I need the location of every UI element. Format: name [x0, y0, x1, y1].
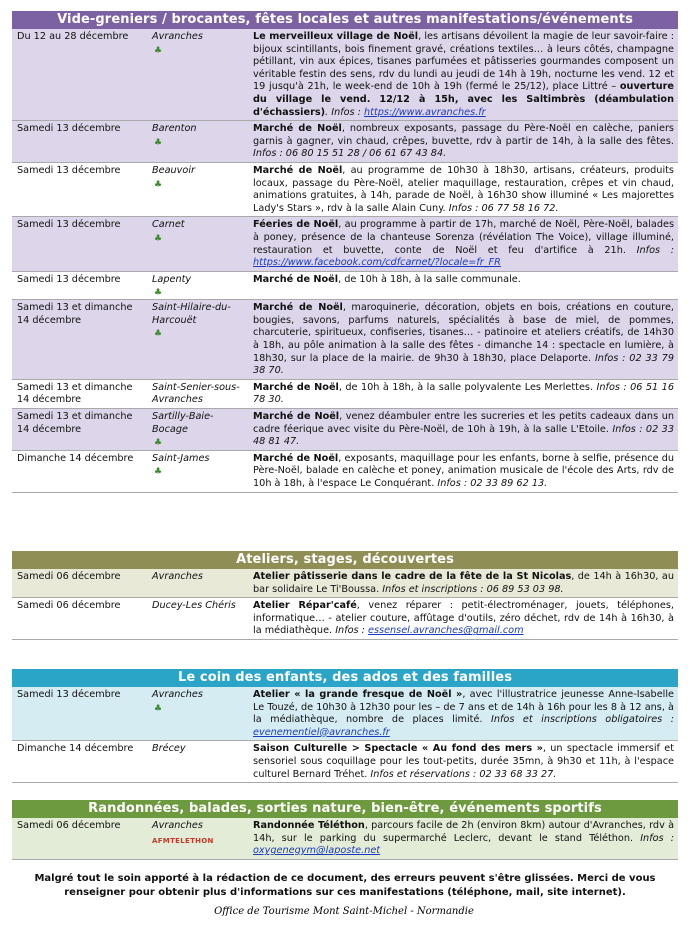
event-place: Saint-James ♣ [147, 450, 248, 492]
section-title: Le coin des enfants, des ados et des familles [12, 669, 678, 687]
section-workshops [12, 551, 678, 640]
event-description: Randonnée Téléthon, parcours facile de 2h (environ 8km) autour d'Avranches, rdv à 14h, sur le parking du supermarché Leclerc, devant le stand Téléthon. Infos : oxygenegym@laposte.net [248, 818, 678, 859]
event-date: Samedi 13 et dimanche 14 décembre [12, 379, 147, 408]
tree-icon: ♣ [154, 438, 163, 449]
table-row [12, 818, 678, 859]
tree-icon: ♣ [154, 137, 163, 148]
event-date: Samedi 13 décembre [12, 271, 147, 300]
table-row [12, 598, 678, 640]
event-date: Samedi 13 et dimanche 14 décembre [12, 300, 147, 380]
tree-icon: ♣ [154, 233, 163, 244]
event-place: Ducey-Les Chéris [147, 598, 248, 640]
event-description: Marché de Noël, maroquinerie, décoration, objets en bois, créations en couture, bougies, savons, parfums naturels, spécialités à base de miel, de pommes, charcuterie, spiritueux, confiseries, tisanes… - patinoire et ateliers créatifs, de 14h30 à 18h, au pôle animation à la salle des fêtes - dimanche 14 : spectacle en lumière, à 18h30, sur la place de la mairie. de 9h30 à 18h30, place Delaporte. Infos : 02 33 79 38 70. [248, 300, 678, 380]
table-row [12, 29, 678, 121]
section-title: Ateliers, stages, découvertes [12, 551, 678, 569]
table-row [12, 450, 678, 492]
tree-icon: ♣ [154, 467, 163, 478]
table-row [12, 379, 678, 408]
event-date: Samedi 06 décembre [12, 569, 147, 598]
event-date: Samedi 13 et dimanche 14 décembre [12, 409, 147, 451]
section-title: Randonnées, balades, sorties nature, bien-être, événements sportifs [12, 800, 678, 818]
table-row [12, 271, 678, 300]
section-events [12, 11, 678, 493]
table-row [12, 687, 678, 741]
event-place: Saint-Hilaire-du-Harcouët ♣ [147, 300, 248, 380]
table-row [12, 409, 678, 451]
events-table [12, 29, 678, 493]
section-kids [12, 669, 678, 783]
event-description: Marché de Noël, exposants, maquillage pour les enfants, borne à selfie, présence du Père-Noël, balade en calèche et poney, animation musicale de l'école des Arts, rdv de 10h à 18h, à l'espace Le Conquérant. Infos : 02 33 89 62 13. [248, 450, 678, 492]
event-date: Du 12 au 28 décembre [12, 29, 147, 121]
tree-icon: ♣ [154, 179, 163, 190]
event-description: Marché de Noël, venez déambuler entre les sucreries et les petits cadeaux dans un cadre féerique avec visite du Père-Noël, de 10h à 19h, à la salle L'Etoile. Infos : 02 33 48 81 47. [248, 409, 678, 451]
event-date: Dimanche 14 décembre [12, 741, 147, 783]
tree-icon: ♣ [154, 329, 163, 340]
section-outdoor [12, 800, 678, 860]
event-place: Carnet ♣ [147, 217, 248, 271]
event-description: Saison Culturelle > Spectacle « Au fond des mers », un spectacle immersif et sensoriel sous coquillage pour les tout-petits, durée 35mn, à 9h30 et 11h, à l'espace culturel Bernard Tréhet. Infos et réservations : 02 33 68 33 27. [248, 741, 678, 783]
table-row [12, 162, 678, 216]
event-place: Barenton ♣ [147, 121, 248, 163]
event-place: Beauvoir ♣ [147, 162, 248, 216]
event-date: Samedi 06 décembre [12, 818, 147, 859]
outdoor-table [12, 818, 678, 860]
event-description: Atelier Répar'café, venez réparer : petit-électroménager, jouets, téléphones, informatique… - atelier couture, affûtage d'outils, zéro déchet, rdv de 14h à 16h30, à la médiathèque. Infos : essensel.avranches@gmail.com [248, 598, 678, 640]
event-description: Marché de Noël, de 10h à 18h, à la salle polyvalente Les Merlettes. Infos : 06 51 16 78 30. [248, 379, 678, 408]
event-description: Marché de Noël, nombreux exposants, passage du Père-Noël en calèche, paniers garnis à gagner, vin chaud, crêpes, buvette, rdv à partir de 14h, à la salle des fêtes. Infos : 06 80 15 51 28 / 06 61 67 43 84. [248, 121, 678, 163]
event-date: Samedi 13 décembre [12, 121, 147, 163]
signature: Office de Tourisme Mont Saint-Michel - Normandie [214, 906, 474, 917]
event-place: Brécey [147, 741, 248, 783]
event-link[interactable]: https://www.avranches.fr [364, 106, 486, 118]
event-date: Dimanche 14 décembre [12, 450, 147, 492]
event-link[interactable]: evenementiel@avranches.fr [253, 726, 390, 738]
event-description: Marché de Noël, au programme de 10h30 à 18h30, artisans, créateurs, produits locaux, passage du Père-Noël, atelier maquillage, restauration, crêpes et vin chaud, animations gratuites, à 14h, parade de Noël, à 16h30 show illuminé « Les majorettes Lady's Stars », rdv à la salle Alain Cuny. Infos : 06 77 58 16 72. [248, 162, 678, 216]
event-description: Féeries de Noël, au programme à partir de 17h, marché de Noël, Père-Noël, balades à poney, présence de la chanteuse Sorenza (révélation The Voice), village illuminé, restauration et buvette, conte de Noël et feu d'artifice à 21h. Infos : https://www.facebook.com/cdfcarnet/?locale=fr_FR [248, 217, 678, 271]
event-date: Samedi 13 décembre [12, 217, 147, 271]
telethon-logo: AFMTELETHON [152, 836, 214, 845]
table-row [12, 300, 678, 380]
tree-icon: ♣ [154, 288, 163, 299]
event-link[interactable]: essensel.avranches@gmail.com [368, 625, 524, 637]
table-row [12, 121, 678, 163]
event-link[interactable]: oxygenegym@laposte.net [253, 845, 381, 857]
event-place: Sartilly-Baie-Bocage ♣ [147, 409, 248, 451]
event-place: Lapenty ♣ [147, 271, 248, 300]
tree-icon: ♣ [154, 703, 163, 714]
event-date: Samedi 06 décembre [12, 598, 147, 640]
table-row [12, 217, 678, 271]
event-place: Avranches [147, 569, 248, 598]
event-place: Saint-Senier-sous-Avranches [147, 379, 248, 408]
tree-icon: ♣ [154, 45, 163, 56]
event-place: Avranches AFMTELETHON [147, 818, 248, 859]
event-place: Avranches ♣ [147, 687, 248, 741]
table-row [12, 569, 678, 598]
disclaimer: Malgré tout le soin apporté à la rédaction de ce document, des erreurs peuvent s'être glissées. Merci de vous renseigner pour obtenir plus d'informations sur ces manifestations (téléphone, mail, site internet). [34, 873, 656, 898]
workshops-table [12, 569, 678, 640]
event-date: Samedi 13 décembre [12, 162, 147, 216]
event-date: Samedi 13 décembre [12, 687, 147, 741]
event-link[interactable]: https://www.facebook.com/cdfcarnet/?locale=fr_FR [253, 257, 501, 269]
event-description: Atelier pâtisserie dans le cadre de la fête de la St Nicolas, de 14h à 16h30, au bar solidaire Le Ti'Boussa. Infos et inscriptions : 06 89 53 03 98. [248, 569, 678, 598]
event-description: Atelier « la grande fresque de Noël », avec l'illustratrice jeunesse Anne-Isabelle Le Touzé, de 10h30 à 12h30 pour les – de 7 ans et de 14h à 16h pour les 8 à 12 ans, à la médiathèque, nombre de places limité. Infos et inscriptions obligatoires : evenementiel@avranches.fr [248, 687, 678, 741]
event-description: Le merveilleux village de Noël, les artisans dévoilent la magie de leur savoir-faire : bijoux scintillants, bois finement gravé, créations textiles… à leurs côtés, champagne pétillant, vin aux épices, tisanes parfumées et pâtisseries gourmandes composent un véritable festin des sens, rdv du lundi au jeudi de 14h à 19h, nocturne les vend. 12 et 19 jusqu'à 21h, le week-end de 10h à 19h (fermé le 25/12), place Littré – ouverture du village le vend. 12/12 à 15h, avec les Saltimbrès (déambulation d'échassiers). Infos : https://www.avranches.fr [248, 29, 678, 121]
table-row [12, 741, 678, 783]
event-description: Marché de Noël, de 10h à 18h, à la salle communale. [248, 271, 678, 300]
kids-table [12, 687, 678, 783]
event-place: Avranches ♣ [147, 29, 248, 121]
section-title: Vide-greniers / brocantes, fêtes locales et autres manifestations/événements [12, 11, 678, 29]
